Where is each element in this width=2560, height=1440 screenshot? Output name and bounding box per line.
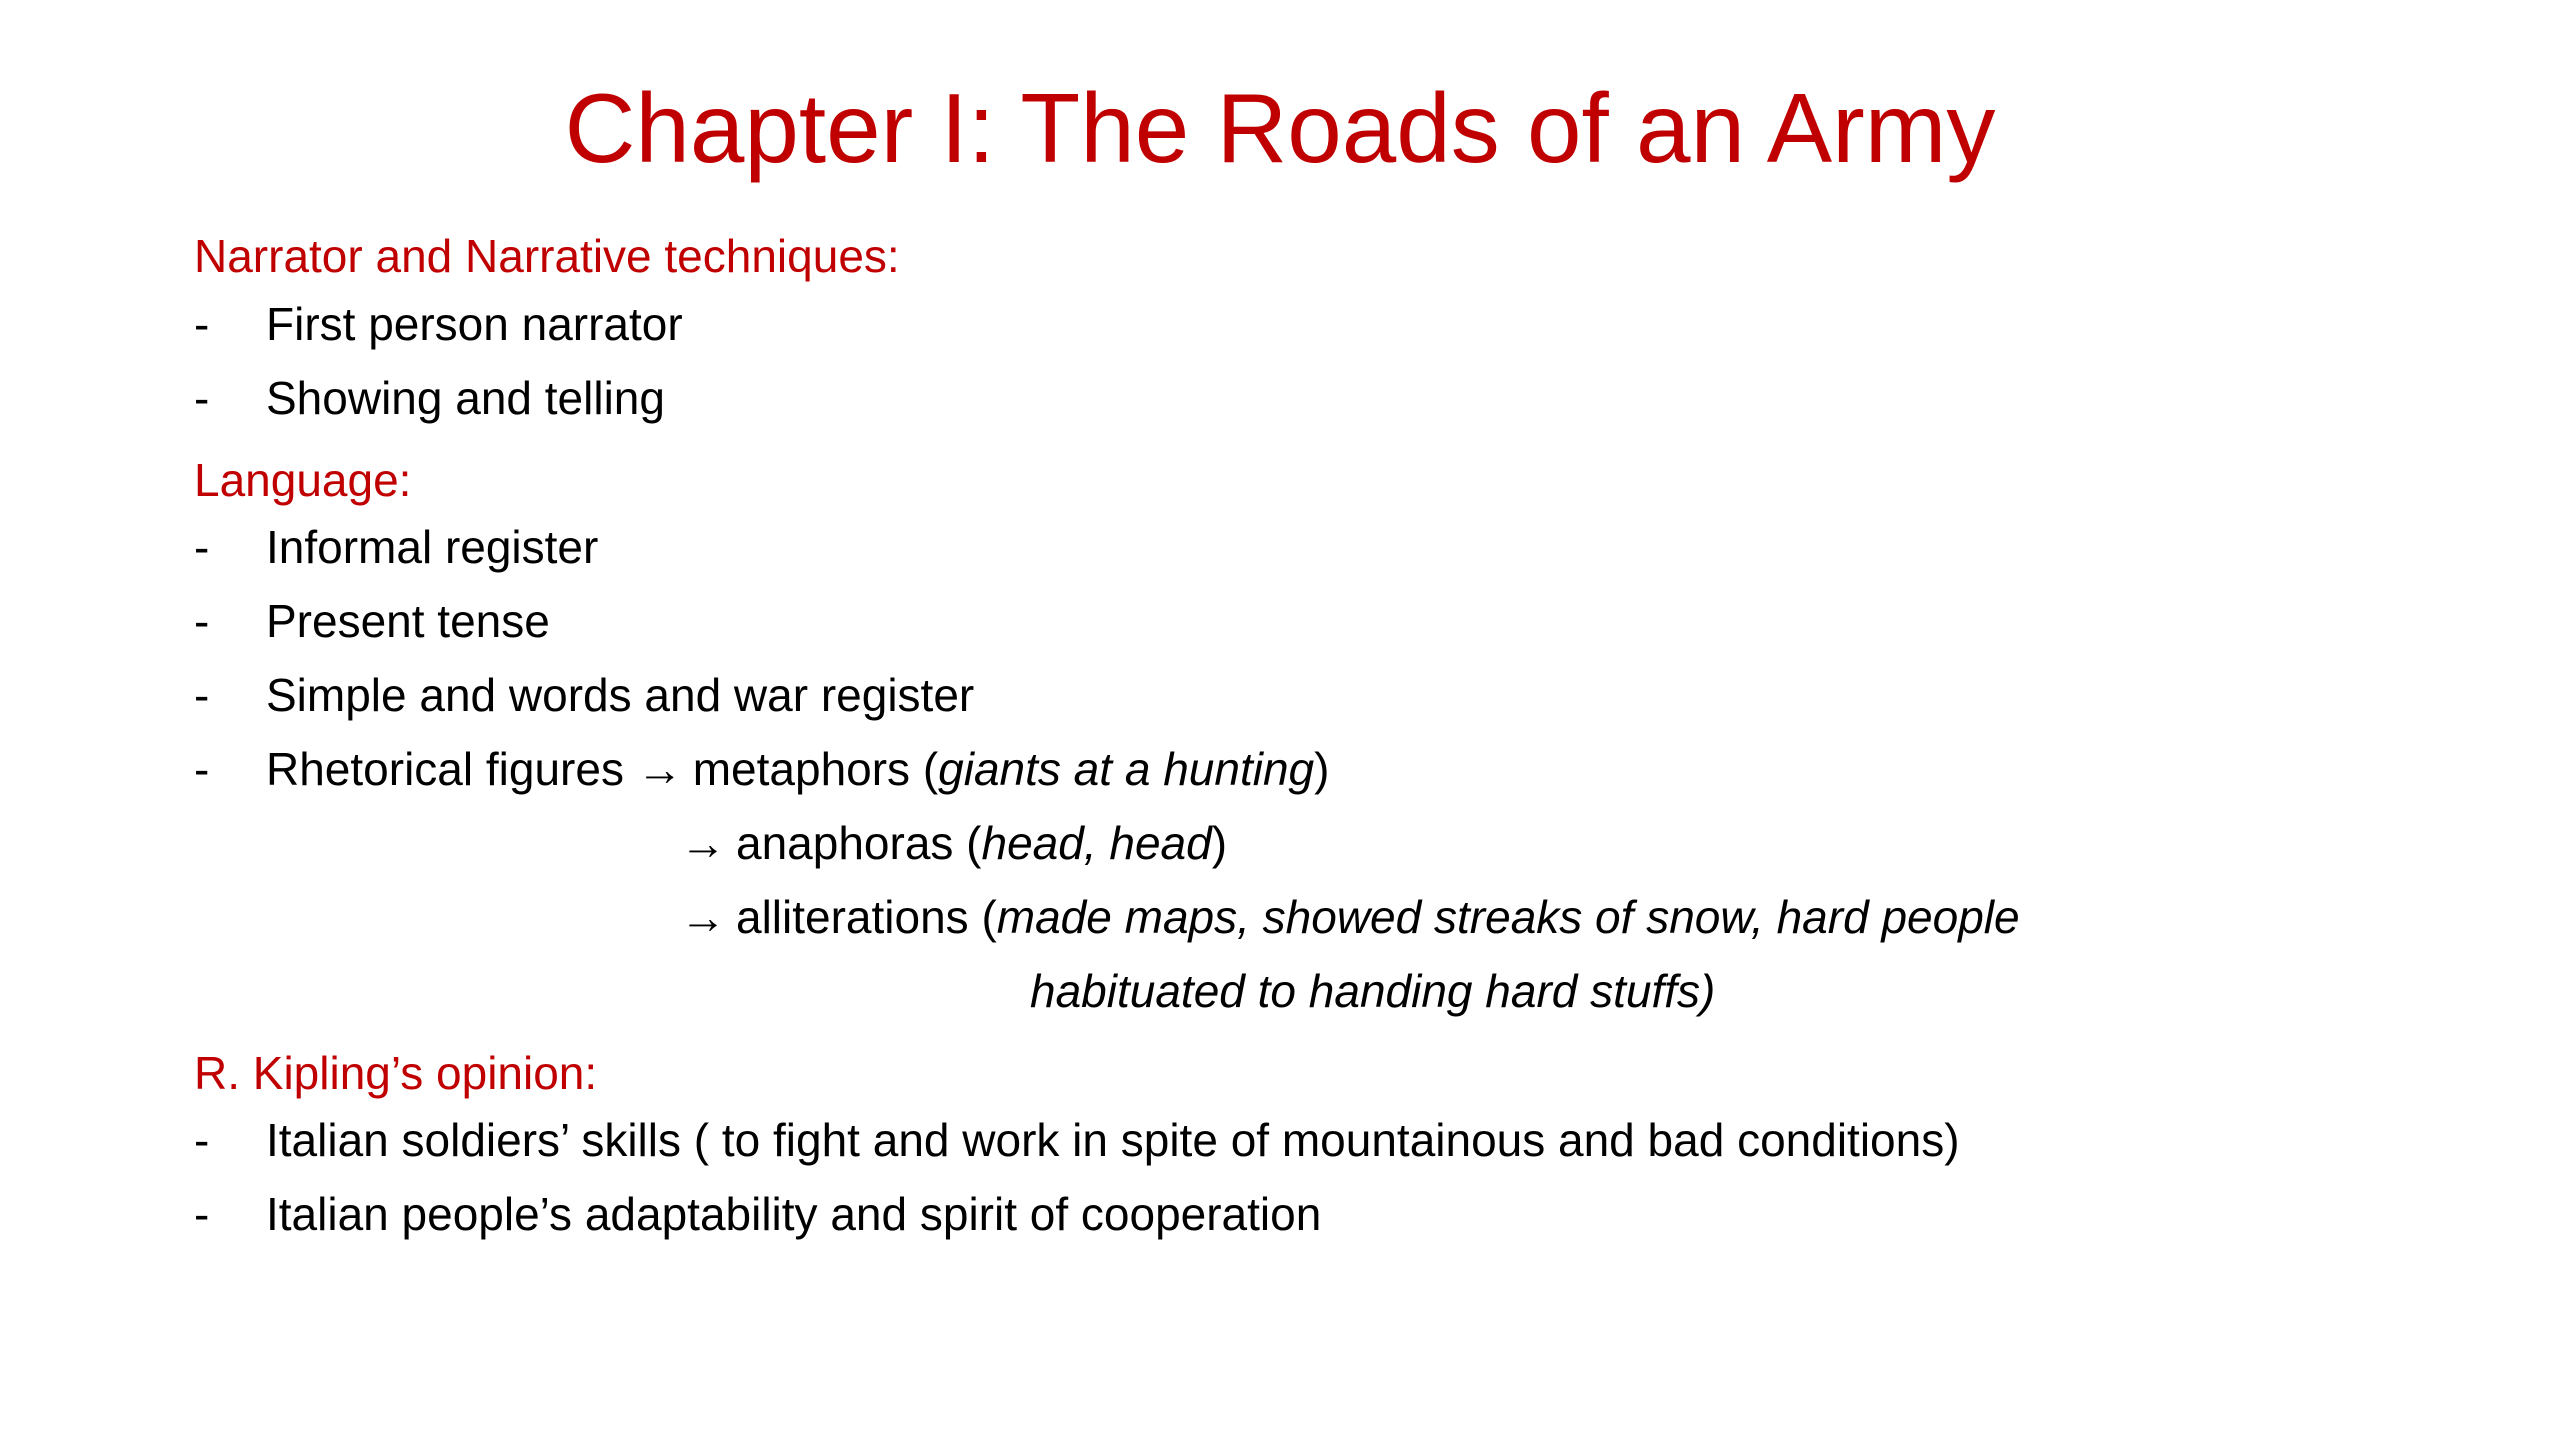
- rhetorical-figure-line: [680, 815, 1227, 871]
- figure-name: alliterations (: [736, 891, 997, 943]
- section-heading-opinion: R. Kipling’s opinion:: [194, 1047, 598, 1099]
- figure-name: anaphoras (: [736, 817, 982, 869]
- bullet-text: Italian people’s adaptability and spirit of cooperation: [266, 1188, 1322, 1240]
- bullet-text: Showing and telling: [266, 372, 665, 424]
- bullet-dash: -: [194, 298, 210, 350]
- rhetorical-figure-line: [680, 889, 2020, 945]
- bullet-dash: -: [194, 743, 210, 795]
- arrow-icon: →: [636, 743, 683, 795]
- bullet-item: [194, 519, 598, 575]
- bullet-dash: -: [194, 521, 210, 573]
- bullet-text: Italian soldiers’ skills ( to fight and work in spite of mountainous and bad conditions): [266, 1114, 1960, 1166]
- bullet-item: [194, 296, 683, 352]
- bullet-text: First person narrator: [266, 298, 683, 350]
- rhetorical-continuation: [1030, 963, 1715, 1019]
- bullet-dash: -: [194, 1114, 210, 1166]
- figure-name: metaphors (: [692, 743, 939, 795]
- bullet-dash: -: [194, 595, 210, 647]
- bullet-dash: -: [194, 669, 210, 721]
- bullet-item: [194, 370, 665, 426]
- bullet-item: [194, 1112, 1960, 1168]
- figure-example: giants at a hunting: [938, 743, 1315, 795]
- bullet-item: [194, 593, 550, 649]
- figure-example: made maps, showed streaks of snow, hard people: [996, 891, 2020, 943]
- bullet-text: Informal register: [266, 521, 599, 573]
- bullet-item-rhetorical: [194, 741, 1329, 797]
- arrow-icon: →: [680, 817, 726, 869]
- bullet-dash: -: [194, 1188, 210, 1240]
- arrow-icon: →: [680, 891, 726, 943]
- slide-title: Chapter I: The Roads of an Army: [564, 73, 1996, 183]
- continuation-text: habituated to handing hard stuffs): [1030, 965, 1716, 1017]
- bullet-text: Present tense: [266, 595, 550, 647]
- figure-close: ): [1211, 817, 1228, 869]
- section-heading-narrator: Narrator and Narrative techniques:: [194, 230, 900, 282]
- rhetorical-label: Rhetorical figures: [266, 743, 624, 795]
- figure-example: head, head: [981, 817, 1212, 869]
- figure-close: ): [1314, 743, 1330, 795]
- bullet-dash: -: [194, 372, 210, 424]
- bullet-item: [194, 667, 974, 723]
- bullet-text: Simple and words and war register: [266, 669, 975, 721]
- bullet-item: [194, 1186, 1321, 1242]
- section-heading-language: Language:: [194, 454, 412, 506]
